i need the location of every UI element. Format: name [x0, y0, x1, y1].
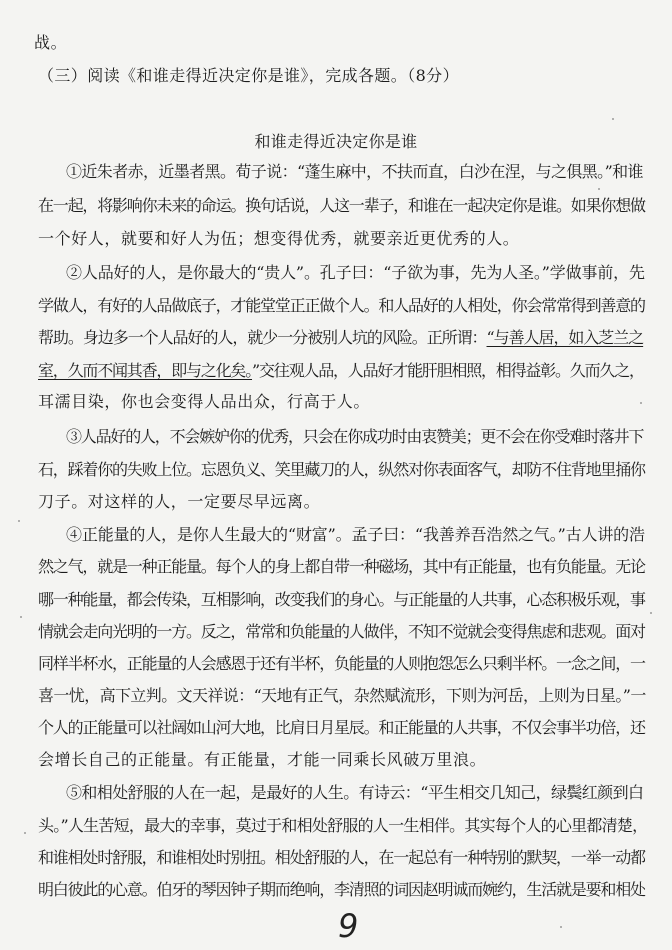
scan-speck [560, 926, 562, 928]
paragraph-2-line-3-text: 帮助。身边多一个人品好的人，就少一分被别人坑的风险。正所谓： [38, 328, 487, 347]
scan-speck [24, 832, 26, 834]
scan-speck [18, 520, 20, 522]
scan-speck [598, 188, 600, 190]
paragraph-5-line-1: ⑤和相处舒服的人在一起，是最好的人生。有诗云：“平生相交几知己，绿鬓红颜到白 [66, 783, 644, 802]
paragraph-3-line-2: 石，踩着你的失败上位。忘恩负义、笑里藏刀的人，纵然对你表面客气，却防不住背地里捅你 [38, 460, 645, 479]
paragraph-2-line-1: ②人品好的人，是你最大的“贵人”。孔子曰：“子欲为事，先为人圣。”学做事前，先 [66, 263, 645, 282]
paragraph-4-line-5: 同样半杯水，正能量的人会感恩于还有半杯，负能量的人则抱怨怎么只剩半杯。一念之间，一 [38, 654, 645, 673]
paragraph-4-line-2: 然之气，就是一种正能量。每个人的身上都自带一种磁场，其中有正能量，也有负能量。无论 [38, 557, 645, 576]
paragraph-4-line-8: 会增长自己的正能量。有正能量，才能一同乘长风破万里浪。 [38, 750, 487, 769]
page-number: 9 [338, 907, 359, 945]
paragraph-4-line-6: 喜一忧，高下立判。文天祥说：“天地有正气，杂然赋流形，下则为河岳，上则为日星。”一 [38, 686, 646, 705]
previous-paragraph-tail: 战。 [34, 33, 68, 52]
paragraph-4-line-3: 哪一种能量，都会传染，互相影响，改变我们的身心。与正能量的人共事，心态积极乐观，事 [38, 590, 645, 609]
paragraph-1-line-2: 在一起，将影响你未来的命运。换句话说，人这一辈子，和谁在一起决定你是谁。如果你想做 [38, 196, 645, 215]
scan-speck [20, 616, 22, 618]
paragraph-3-line-3: 刀子。对这样的人，一定要尽早远离。 [38, 492, 321, 511]
paragraph-1-line-3: 一个好人，就要和好人为伍；想变得优秀，就要亲近更优秀的人。 [38, 229, 520, 248]
paragraph-4-line-1: ④正能量的人，是你人生最大的“财富”。孟子曰：“我善养吾浩然之气。”古人讲的浩 [66, 525, 645, 544]
article-title: 和谁走得近决定你是谁 [254, 132, 418, 151]
paragraph-5-line-2: 头。”人生苦短，最大的幸事，莫过于和相处舒服的人一生相伴。其实每个人的心里都清楚， [38, 816, 648, 835]
paragraph-3-line-1: ③人品好的人，不会嫉妒你的优秀，只会在你成功时由衷赞美；更不会在你受难时落井下 [66, 427, 644, 446]
scan-speck [650, 612, 652, 614]
scan-speck [640, 402, 642, 404]
paragraph-5-line-3: 和谁相处时舒服，和谁相处时别扭。相处舒服的人，在一起总有一种特别的默契，一举一动都 [38, 848, 645, 867]
paragraph-2-line-2: 学做人，有好的人品做底子，才能堂堂正正做个人。和人品好的人相处，你会常常得到善意的 [38, 296, 645, 315]
section-heading: （三）阅读《和谁走得近决定你是谁》，完成各题。（8分） [38, 66, 459, 85]
paragraph-2-line-5: 耳濡目染，你也会变得人品出众，行高于人。 [38, 392, 371, 411]
scan-speck [612, 118, 614, 120]
paragraph-4-line-7: 个人的正能量可以社阔如山河大地，比肩日月星辰。和正能量的人共事，不仅会事半功倍，还 [38, 718, 645, 737]
paragraph-2-line-3 [38, 328, 643, 348]
paragraph-2-line-4 [38, 361, 644, 381]
paragraph-1-line-1: ①近朱者赤，近墨者黑。荀子说：“蓬生麻中，不扶而直，白沙在涅，与之俱黑。”和谁 [66, 162, 643, 181]
paragraph-5-line-4: 明白彼此的心意。伯牙的琴因钟子期而绝响，李清照的词因赵明诚而婉约，生活就是要和相处 [38, 880, 645, 899]
underlined-quote-end: 室，久而不闻其香，即与之化矣。 [38, 361, 253, 380]
paragraph-2-line-4-text: ”交往观人品，人品好才能肝胆相照，相得益彰。久而久之， [252, 361, 644, 380]
underlined-quote-start: “与善人居，如入芝兰之 [486, 328, 644, 347]
paragraph-4-line-4: 情就会走向光明的一方。反之，常常和负能量的人做伴，不知不觉就会变得焦虑和悲观。面对 [38, 622, 645, 641]
